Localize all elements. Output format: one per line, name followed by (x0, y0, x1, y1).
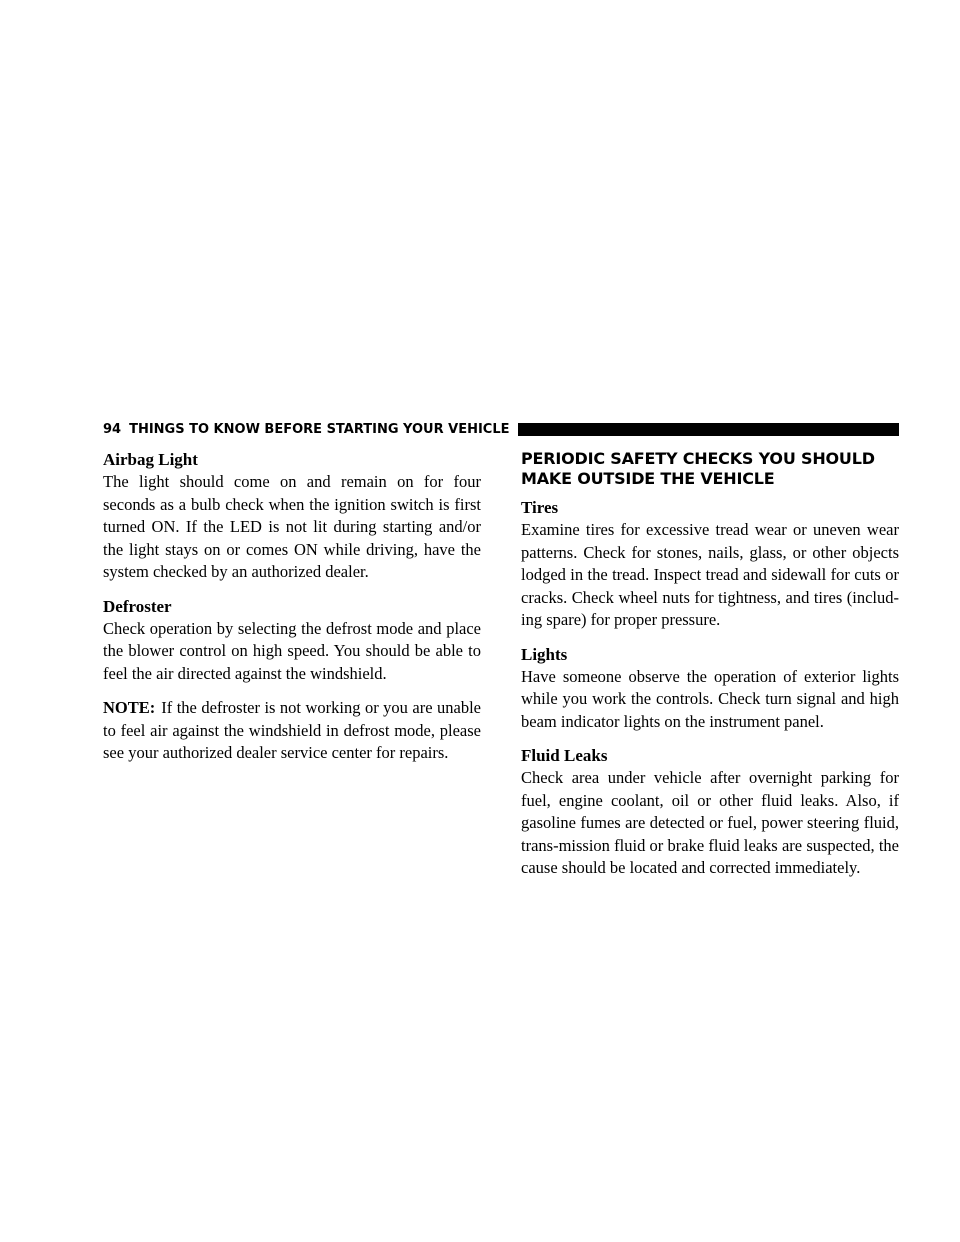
defroster-note (103, 697, 481, 765)
note-body: If the defroster is not working or you are unable to feel air against the windshield in defrost mode, please see your authorized dealer service center for repairs. (103, 698, 481, 762)
fluid-leaks-body: Check area under vehicle after overnight parking for fuel, engine coolant, oil or other fluid leaks. Also, if gasoline fumes are detected or fuel, power steering fluid, trans-mission fluid or brake fluid leaks are suspected, the cause should be located and corrected immediately. (521, 768, 899, 877)
fluid-leaks-heading: Fluid Leaks (521, 746, 608, 765)
lights-body: Have someone observe the operation of exterior lights while you work the controls. Check turn signal and high beam indicator lights on the instrument panel. (521, 666, 899, 731)
tires-section (521, 497, 899, 632)
airbag-light-heading: Airbag Light (103, 450, 198, 469)
airbag-light-section (103, 449, 481, 584)
periodic-safety-checks-heading: PERIODIC SAFETY CHECKS YOU SHOULD MAKE OUTSIDE THE VEHICLE (521, 449, 875, 488)
page-number: 94 (103, 421, 122, 437)
page-header (103, 419, 899, 439)
defroster-section (103, 596, 481, 686)
note-label: NOTE: (103, 698, 156, 717)
lights-heading: Lights (521, 644, 568, 664)
airbag-light-body: The light should come on and remain on for four seconds as a bulb check when the ignition switch is first turned ON. If the LED is not lit during starting and/or the light stays on or comes ON while driving, have the system checked by an authorized dealer. (103, 472, 481, 581)
defroster-heading: Defroster (103, 596, 172, 616)
lights-section (521, 644, 899, 734)
defroster-body: Check operation by selecting the defrost mode and place the blower control on high speed. You should be able to feel the air directed against the windshield. (103, 618, 481, 683)
right-column (521, 449, 899, 892)
tires-body: Examine tires for excessive tread wear or uneven wear patterns. Check for stones, nails, glass, or other objects lodged in the tread. Inspect tread and sidewall for cuts or cracks. Check wheel nuts for tightness, and tires (includ-ing spare) for proper pressure. (521, 520, 899, 629)
fluid-leaks-section (521, 745, 899, 880)
header-rule (518, 423, 899, 436)
left-column (103, 449, 481, 777)
tires-heading: Tires (521, 498, 559, 517)
chapter-title: THINGS TO KNOW BEFORE STARTING YOUR VEHICLE (129, 421, 510, 437)
